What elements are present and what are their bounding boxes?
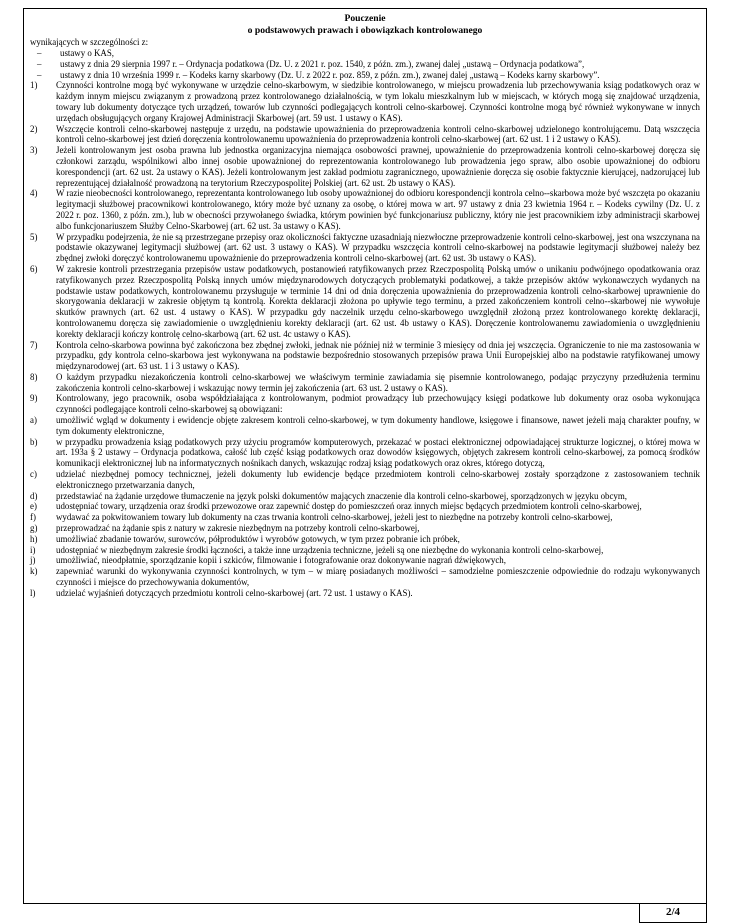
law-text: ustawy z dnia 10 września 1999 r. – Kodeks karny skarbowy (Dz. U. z 2022 r. poz. 859, z późn. zm.), zwanej dalej „ustawą – Kodeks karny skarbowy”.	[60, 69, 600, 80]
law-item	[30, 70, 700, 81]
obligation-list	[30, 415, 700, 599]
obligation-text: wydawać za pokwitowaniem towary lub dokumenty na czas trwania kontroli celno-skarbowej, jeżeli jest to niezbędne na potrzeby kontroli celno-skarbowej,	[56, 512, 613, 523]
intro-text: wynikających w szczególności z:	[30, 37, 149, 48]
paragraph-text: Jeżeli kontrolowanym jest osoba prawna lub jednostka organizacyjna niemająca osobowości prawnej, upoważnienie do przeprowadzenia kontroli celno-skarbowej doręcza się członkowi zarządu, wspólnikowi albo innej osobie upoważnionej do reprezentowania kontrolowanego lub prowadzenia jego spraw, albo osobie upoważnionej do odbioru korespondencji (art. 62 ust. 2a ustawy o KAS). Jeżeli kontrolowanym jest zakład podmiotu zagranicznego, upoważnienie doręcza się osobie faktycznie kierującej, nadzorującej lub reprezentującej działalność prowadzoną na terytorium Rzeczypospolitej Polskiej (art. 62 ust. 2b ustawy o KAS).	[56, 145, 700, 188]
paragraph	[30, 340, 700, 372]
paragraph-text: Kontrola celno-skarbowa powinna być zakończona bez zbędnej zwłoki, jednak nie później niż w terminie 3 miesięcy od dnia jej wszczęcia. Ograniczenie to nie ma zastosowania w przypadku, gdy kontrola celno-skarbowa jest wykonywana na podstawie bezpośrednio stosowanych przepisów prawa Unii Europejskiej albo na podstawie ratyfikowanej umowy międzynarodowej (art. 63 ust. 1 i 3 ustawy o KAS).	[56, 339, 700, 372]
law-text: ustawy o KAS,	[60, 47, 114, 58]
obligation-text: udzielać niezbędnej pomocy technicznej, jeżeli dokumenty lub ewidencje będące przedmiotem kontroli celno-skarbowej zostały sporządzone z zastosowaniem technik elektronicznego przetwarzania danych,	[56, 469, 700, 490]
obligation-letter: i)	[30, 544, 36, 555]
document-frame	[23, 8, 707, 904]
obligation-text: przedstawiać na żądanie urzędowe tłumaczenie na język polski dokumentów mających znaczenie dla kontroli celno-skarbowej, sporządzonych w języku obcym,	[56, 490, 627, 501]
obligation-letter: c)	[30, 469, 37, 480]
paragraph	[30, 393, 700, 415]
page-number: 2/4	[639, 904, 707, 923]
paragraph-number: 2)	[30, 123, 38, 134]
law-item	[30, 59, 700, 70]
paragraph	[30, 145, 700, 188]
obligation-letter: b)	[30, 436, 38, 447]
obligation-item	[30, 415, 700, 437]
dash-bullet: –	[37, 58, 42, 69]
obligation-item	[30, 534, 700, 545]
title-line-1: Pouczenie	[344, 13, 386, 24]
obligation-item	[30, 523, 700, 534]
obligation-text: umożliwiać zbadanie towarów, surowców, półproduktów i wyrobów gotowych, w tym przez pobranie ich próbek,	[56, 533, 460, 544]
paragraph-text: Czynności kontrolne mogą być wykonywane w urzędzie celno-skarbowym, w siedzibie kontrolowanego, w miejscu prowadzenia lub przechowywania ksiąg podatkowych oraz w każdym innym miejscu związanym z prowadzoną przez kontrolowanego działalnością, w tym lokalu mieszkalnym lub w miejscach, w których mogą się znajdować urządzenia, towary lub dokumenty dotyczące tych urządzeń, towarów lub czynności podlegających kontroli celno-skarbowej. Czynności kontrolne mogą być również wykonywane w innych urzędach obsługujących organy Krajowej Administracji Skarbowej (art. 59 ust. 1 ustawy o KAS).	[56, 80, 700, 123]
paragraph-text: Kontrolowany, jego pracownik, osoba współdziałająca z kontrolowanym, podmiot prowadzący lub przechowujący księgi podatkowe lub dokumenty oraz osoba wykonująca czynności podlegające kontroli celno-skarbowej są obowiązani:	[56, 393, 700, 415]
obligation-text: umożliwiać, nieodpłatnie, sporządzanie kopii i szkiców, filmowanie i fotografowanie oraz dokonywanie nagrań dźwiękowych,	[56, 555, 506, 566]
paragraph	[30, 264, 700, 340]
law-item	[30, 48, 700, 59]
obligation-item	[30, 566, 700, 588]
obligation-item	[30, 437, 700, 469]
paragraph-number: 3)	[30, 145, 38, 156]
obligation-item	[30, 545, 700, 556]
obligation-letter: h)	[30, 533, 38, 544]
dash-bullet: –	[37, 69, 42, 80]
obligation-text: zapewniać warunki do wykonywania czynności kontrolnych, w tym – w miarę posiadanych możliwości – samodzielne pomieszczenie odpowiednie do rodzaju wykonywanych czynności i miejsce do przechowywania dokumentów,	[56, 566, 700, 588]
paragraph-number: 1)	[30, 80, 38, 91]
obligation-item	[30, 588, 700, 599]
paragraph-text: Wszczęcie kontroli celno-skarbowej następuje z urzędu, na podstawie upoważnienia do przeprowadzenia kontroli celno-skarbowej udzielonego kontrolującemu. Datą wszczęcia kontroli celno-skarbowej jest dzień doręczenia kontrolowanemu upoważnienia do przeprowadzenia kontroli celno-skarbowej (art. 62 ust. 1 i 2 ustawy o KAS).	[56, 123, 700, 145]
obligation-text: w przypadku prowadzenia ksiąg podatkowych przy użyciu programów komputerowych, przekazać w postaci elektronicznej odpowiadającej strukturze logicznej, o której mowa w art. 193a § 2 ustawy – Ordynacja podatkowa, całość lub część ksiąg podatkowych oraz dowodów księgowych, objętych zakresem kontroli celno-skarbowej, za pomocą środków komunikacji elektronicznej lub na informatycznych nośnikach danych, wskazując rodzaj ksiąg podatkowych oraz okres, którego dotyczą,	[56, 436, 700, 469]
paragraph-text: W zakresie kontroli przestrzegania przepisów ustaw podatkowych, postanowień ratyfikowanych przez Rzeczpospolitą Polską umów o unikaniu podwójnego opodatkowania oraz ratyfikowanych przez Rzeczpospolitą Polską innych umów międzynarodowych dotyczących problematyki podatkowej, a także przepisów aktów wykonawczych wydanych na podstawie ustaw podatkowych, kontrolowanemu przysługuje w terminie 14 dni od dnia doręczenia upoważnienia do przeprowadzenia kontroli celno-skarbowej uprawnienie do skorygowania deklaracji w zakresie objętym tą kontrolą. Korekta deklaracji złożona po upływie tego terminu, a przed zakończeniem kontroli celno--skarbowej nie wywołuje skutków prawnych (art. 62 ust. 4 ustawy o KAS). W przypadku gdy naczelnik urzędu celno-skarbowego uwzględnił złożoną przez kontrolowanego korektę deklaracji, kontrolowanemu doręcza się zawiadomienie o uwzględnieniu korekty deklaracji (art. 62 ust. 4b ustawy o KAS). Doręczenie kontrolowanemu zawiadomienia o uwzględnieniu korekty deklaracji kończy kontrolę celno-skarbową (art. 62 ust. 4c ustawy o KAS).	[56, 263, 700, 339]
obligation-item	[30, 469, 700, 491]
obligation-item	[30, 555, 700, 566]
title-line-2: o podstawowych prawach i obowiązkach kontrolowanego	[247, 24, 483, 36]
paragraph-number: 4)	[30, 188, 38, 199]
paragraph-text: W razie nieobecności kontrolowanego, reprezentanta kontrolowanego lub osoby upoważnionej do odbioru korespondencji kontrola celno--skarbowa może być wszczęta po okazaniu legitymacji służbowej pracownikowi kontrolowanego, który może być uznany za osobę, o której mowa w art. 97 ustawy z dnia 23 kwietnia 1964 r. – Kodeks cywilny (Dz. U. z 2022 r. poz. 1360, z późn. zm.), lub w obecności przywołanego świadka, którym powinien być funkcjonariusz publiczny, który nie jest pracownikiem izby administracji skarbowej albo funkcjonariuszem Służby Celno-Skarbowej (art. 62 ust. 3a ustawy o KAS).	[56, 188, 700, 231]
obligation-letter: g)	[30, 523, 38, 534]
obligation-letter: l)	[30, 587, 36, 598]
obligation-item	[30, 512, 700, 523]
paragraph	[30, 124, 700, 146]
paragraph-number: 7)	[30, 339, 38, 350]
paragraph	[30, 188, 700, 231]
obligation-letter: k)	[30, 566, 38, 577]
obligation-letter: e)	[30, 501, 37, 512]
obligation-text: przeprowadzać na żądanie spis z natury w zakresie niezbędnym na potrzeby kontroli celno-skarbowej,	[56, 523, 420, 534]
law-text: ustawy z dnia 29 sierpnia 1997 r. – Ordynacja podatkowa (Dz. U. z 2021 r. poz. 1540, z późn. zm.), zwanej dalej „ustawą – Ordynacja podatkowa”,	[60, 58, 585, 69]
page-title	[30, 13, 700, 36]
obligation-text: udostępniać w niezbędnym zakresie środki łączności, a także inne urządzenia techniczne, jeżeli są one niezbędne do wykonania kontroli celno-skarbowej,	[56, 544, 604, 555]
paragraph-number: 6)	[30, 263, 38, 274]
obligation-text: udzielać wyjaśnień dotyczących przedmiotu kontroli celno-skarbowej (art. 72 ust. 1 ustawy o KAS).	[56, 587, 413, 598]
paragraph	[30, 232, 700, 264]
obligation-item	[30, 501, 700, 512]
paragraph-number: 8)	[30, 371, 38, 382]
dash-bullet: –	[37, 47, 42, 58]
obligation-text: udostępniać towary, urządzenia oraz środki przewozowe oraz zapewnić dostęp do pomieszczeń oraz innych miejsc będących przedmiotem kontroli celno-skarbowej,	[56, 501, 642, 512]
obligation-letter: d)	[30, 490, 38, 501]
obligation-letter: j)	[30, 555, 36, 566]
obligation-text: umożliwić wgląd w dokumenty i ewidencje objęte zakresem kontroli celno-skarbowej, w tym dokumenty handlowe, księgowe i finansowe, nawet jeżeli mają charakter poufny, w tym dokumenty elektroniczne,	[56, 415, 700, 436]
obligation-letter: f)	[30, 512, 36, 523]
paragraph	[30, 372, 700, 394]
law-list	[30, 48, 700, 80]
paragraph	[30, 80, 700, 123]
obligation-item	[30, 491, 700, 502]
paragraph-list	[30, 80, 700, 415]
paragraph-text: O każdym przypadku niezakończenia kontroli celno-skarbowej we właściwym terminie zawiadamia się pisemnie kontrolowanego, podając przyczyny przedłużenia terminu zakończenia kontroli celno-skarbowej i wskazując nowy termin jej zakończenia (art. 63 ust. 2 ustawy o KAS).	[56, 371, 700, 393]
paragraph-number: 5)	[30, 231, 38, 242]
paragraph-text: W przypadku podejrzenia, że nie są przestrzegane przepisy oraz okoliczności faktyczne uzasadniają niezwłoczne przeprowadzenie kontroli celno-skarbowej, jest ona wszczynana na podstawie okazywanej legitymacji służbowej (art. 62 ust. 3 ustawy o KAS). W przypadku wszczęcia kontroli celno-skarbowej na podstawie legitymacji służbowej należy bez zbędnej zwłoki doręczyć kontrolowanemu upoważnienie do przeprowadzenia kontroli celno-skarbowej (art. 62 ust. 3b ustawy o KAS).	[56, 231, 700, 264]
paragraph-number: 9)	[30, 393, 38, 404]
obligation-letter: a)	[30, 415, 37, 426]
